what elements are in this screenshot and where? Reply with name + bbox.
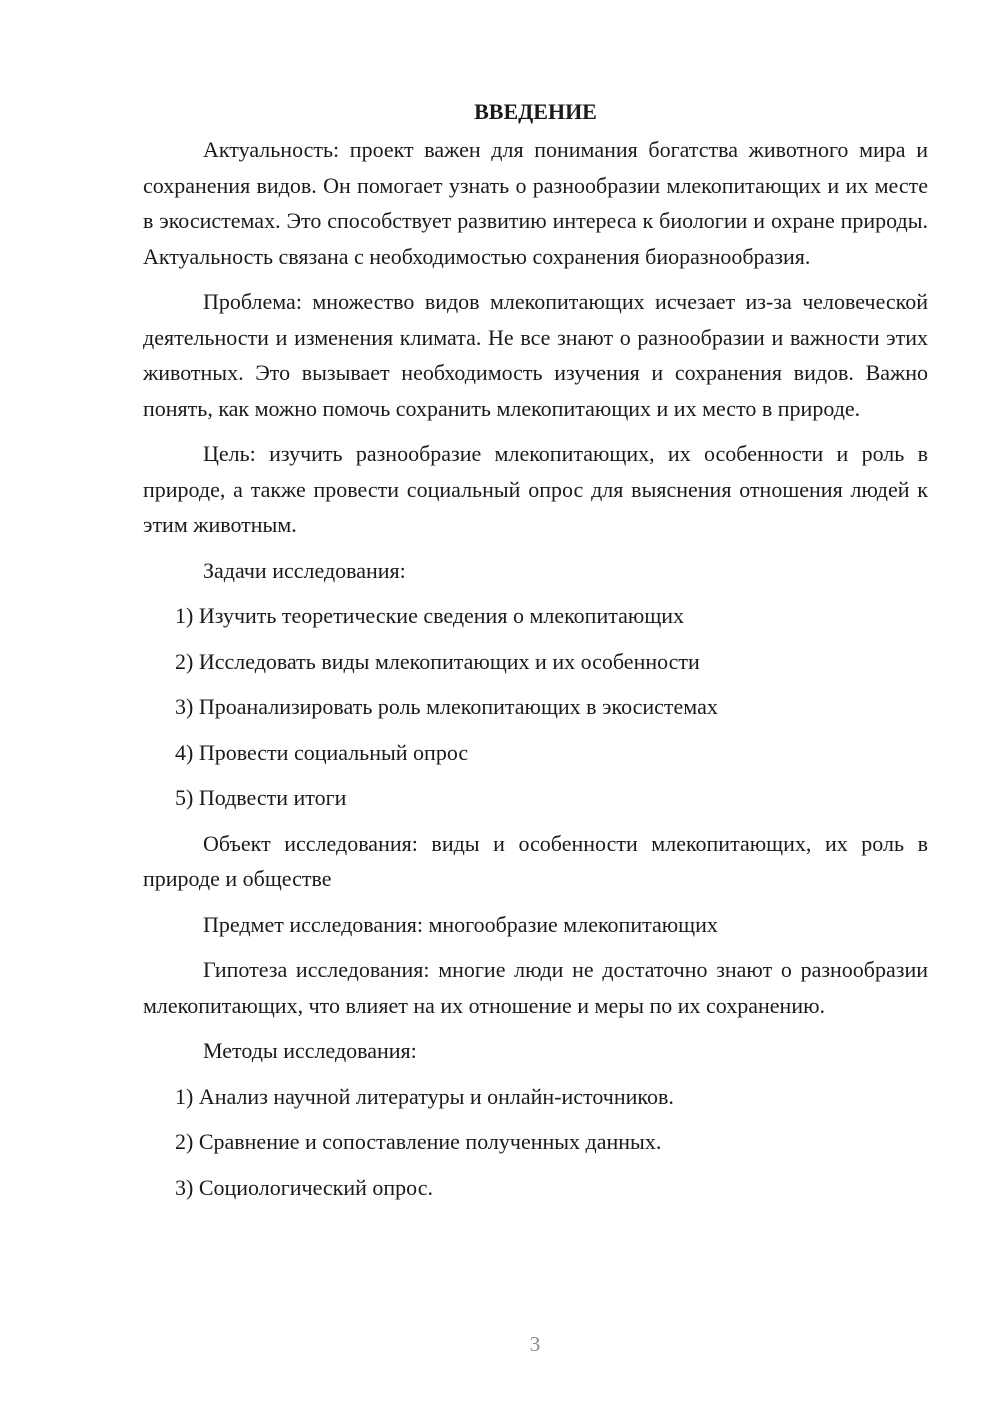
page-content <box>143 94 928 1215</box>
object-paragraph: Объект исследования: виды и особенности млекопитающих, их роль в природе и обществе <box>143 830 928 891</box>
methods-list <box>143 1079 928 1206</box>
goal-paragraph: Цель: изучить разнообразие млекопитающих, их особенности и роль в природе, а также провести социальный опрос для выяснения отношения людей к этим животным. <box>143 441 928 537</box>
tasks-heading: Задачи исследования: <box>203 557 406 583</box>
page-title: ВВЕДЕНИЕ <box>474 99 597 124</box>
list-item: 4) Провести социальный опрос <box>175 739 469 765</box>
methods-heading: Методы исследования: <box>203 1038 417 1063</box>
hypothesis-paragraph: Гипотеза исследования: многие люди не достаточно знают о разнообразии млекопитающих, что влияет на их отношение и меры по их сохранению. <box>143 957 928 1018</box>
problem-paragraph: Проблема: множество видов млекопитающих исчезает из-за человеческой деятельности и изменения климата. Не все знают о разнообразии и важности этих животных. Это вызывает необходимость изучения и сохранения видов. Важно понять, как можно помочь сохранить млекопитающих и их место в природе. <box>143 289 928 421</box>
relevance-paragraph: Актуальность: проект важен для понимания богатства животного мира и сохранения видов. Он помогает узнать о разнообразии млекопитающих и их месте в экосистемах. Это способствует развитию интереса к биологии и охране природы. Актуальность связана с необходимостью сохранения биоразнообразия. <box>143 137 928 269</box>
list-item: 2) Сравнение и сопоставление полученных данных. <box>175 1129 662 1154</box>
subject-paragraph: Предмет исследования: многообразие млекопитающих <box>203 911 718 937</box>
list-item: 1) Анализ научной литературы и онлайн-источников. <box>175 1083 674 1109</box>
list-item: 5) Подвести итоги <box>175 785 347 810</box>
list-item: 1) Изучить теоретические сведения о млекопитающих <box>175 603 685 628</box>
list-item: 3) Социологический опрос. <box>175 1174 433 1200</box>
list-item: 3) Проанализировать роль млекопитающих в экосистемах <box>175 694 718 719</box>
list-item: 2) Исследовать виды млекопитающих и их особенности <box>175 648 700 674</box>
tasks-list <box>143 598 928 816</box>
page-number: 3 <box>529 1332 541 1356</box>
